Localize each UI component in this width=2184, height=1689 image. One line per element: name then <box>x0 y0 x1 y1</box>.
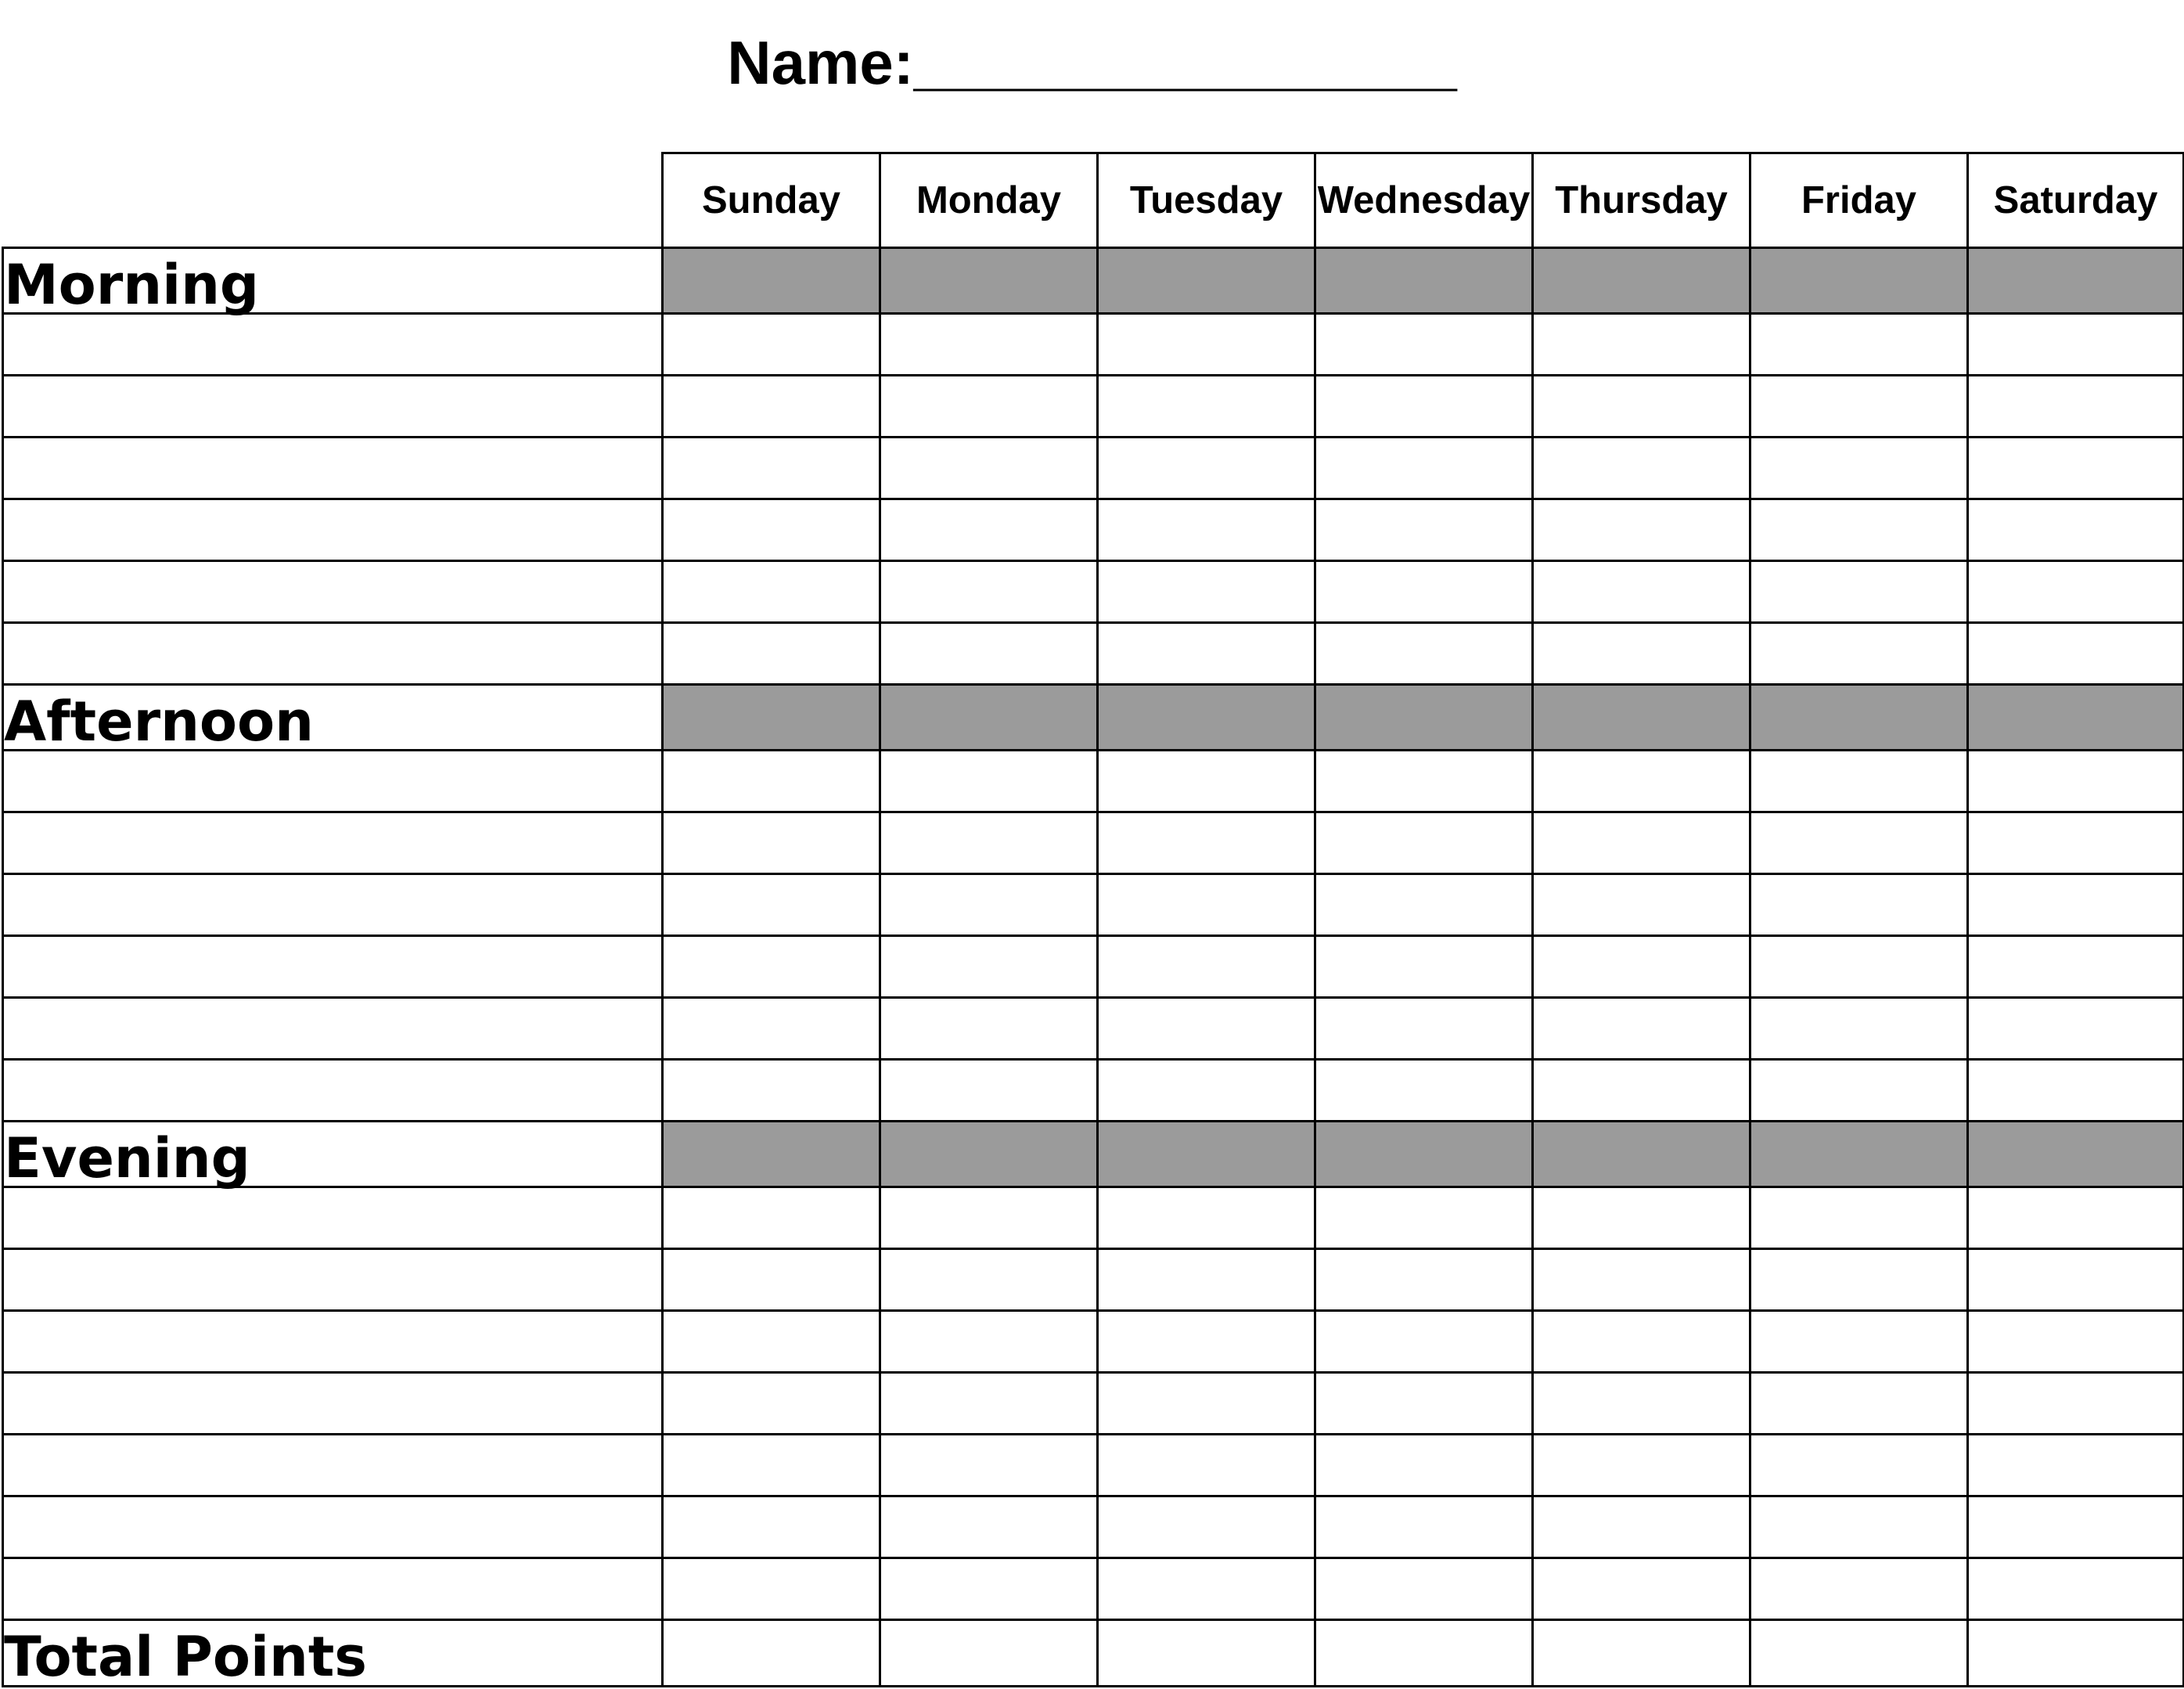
chore-check-cell[interactable] <box>1968 751 2184 812</box>
day-header-tuesday: Tuesday <box>1098 153 1315 248</box>
chore-row <box>3 812 2184 874</box>
chore-row <box>3 314 2184 376</box>
chore-check-cell[interactable] <box>1098 376 1315 438</box>
section-label: Afternoon <box>3 685 663 751</box>
chore-check-cell[interactable] <box>1533 1558 1750 1620</box>
chore-check-cell[interactable] <box>1968 936 2184 998</box>
section-shade-cell <box>663 248 880 314</box>
section-shade-cell <box>1533 248 1750 314</box>
total-points-cell[interactable] <box>1098 1620 1315 1687</box>
day-header-saturday: Saturday <box>1968 153 2184 248</box>
chore-check-cell[interactable] <box>663 314 880 376</box>
chore-check-cell[interactable] <box>1968 1249 2184 1311</box>
chore-chart-table <box>2 152 2184 1687</box>
chore-check-cell[interactable] <box>1533 314 1750 376</box>
chore-check-cell[interactable] <box>1750 1496 1968 1558</box>
section-shade-cell <box>1533 685 1750 751</box>
chore-check-cell[interactable] <box>1750 998 1968 1060</box>
chore-check-cell[interactable] <box>1315 623 1533 685</box>
chore-name-cell[interactable] <box>3 1187 663 1249</box>
section-shade-cell <box>1968 248 2184 314</box>
chore-check-cell[interactable] <box>1098 1496 1315 1558</box>
chore-row <box>3 998 2184 1060</box>
section-header-row <box>3 685 2184 751</box>
chore-check-cell[interactable] <box>1968 874 2184 936</box>
chore-check-cell[interactable] <box>1750 751 1968 812</box>
chore-row <box>3 1060 2184 1122</box>
section-shade-cell <box>880 248 1098 314</box>
chore-name-cell[interactable] <box>3 1373 663 1435</box>
section-shade-cell <box>1098 248 1315 314</box>
chore-check-cell[interactable] <box>1750 376 1968 438</box>
chore-check-cell[interactable] <box>1315 1249 1533 1311</box>
chore-check-cell[interactable] <box>1315 499 1533 561</box>
chore-check-cell[interactable] <box>1315 812 1533 874</box>
chore-check-cell[interactable] <box>663 1496 880 1558</box>
chore-check-cell[interactable] <box>1968 561 2184 623</box>
chore-row <box>3 751 2184 812</box>
total-points-cell[interactable] <box>1750 1620 1968 1687</box>
chore-check-cell[interactable] <box>1968 1435 2184 1496</box>
chore-check-cell[interactable] <box>663 376 880 438</box>
chore-check-cell[interactable] <box>880 1187 1098 1249</box>
chore-check-cell[interactable] <box>1315 1311 1533 1373</box>
chore-check-cell[interactable] <box>663 1435 880 1496</box>
chore-check-cell[interactable] <box>880 1558 1098 1620</box>
chore-check-cell[interactable] <box>1968 1187 2184 1249</box>
total-points-row <box>3 1620 2184 1687</box>
chore-check-cell[interactable] <box>1968 1373 2184 1435</box>
total-points-cell[interactable] <box>1533 1620 1750 1687</box>
chore-check-cell[interactable] <box>663 812 880 874</box>
chore-check-cell[interactable] <box>1315 1060 1533 1122</box>
chore-check-cell[interactable] <box>1315 561 1533 623</box>
chore-check-cell[interactable] <box>663 936 880 998</box>
chore-check-cell[interactable] <box>1750 314 1968 376</box>
chore-check-cell[interactable] <box>663 438 880 499</box>
chore-check-cell[interactable] <box>663 1249 880 1311</box>
chore-check-cell[interactable] <box>1968 998 2184 1060</box>
chore-check-cell[interactable] <box>1750 1187 1968 1249</box>
chore-name-cell[interactable] <box>3 1496 663 1558</box>
chore-check-cell[interactable] <box>1533 1187 1750 1249</box>
chore-check-cell[interactable] <box>1750 1060 1968 1122</box>
chore-name-cell[interactable] <box>3 1249 663 1311</box>
chore-check-cell[interactable] <box>663 499 880 561</box>
chore-row <box>3 438 2184 499</box>
section-shade-cell <box>1750 1122 1968 1187</box>
chore-check-cell[interactable] <box>880 314 1098 376</box>
total-points-cell[interactable] <box>1968 1620 2184 1687</box>
chore-row <box>3 499 2184 561</box>
chore-row <box>3 623 2184 685</box>
section-shade-cell <box>1968 685 2184 751</box>
day-header-monday: Monday <box>880 153 1098 248</box>
chore-check-cell[interactable] <box>1750 1311 1968 1373</box>
section-shade-cell <box>880 1122 1098 1187</box>
chore-check-cell[interactable] <box>1533 561 1750 623</box>
chore-check-cell[interactable] <box>1315 1496 1533 1558</box>
chore-check-cell[interactable] <box>880 561 1098 623</box>
chore-check-cell[interactable] <box>1315 1435 1533 1496</box>
chore-check-cell[interactable] <box>663 998 880 1060</box>
chore-check-cell[interactable] <box>880 438 1098 499</box>
chore-check-cell[interactable] <box>663 751 880 812</box>
chore-check-cell[interactable] <box>880 1373 1098 1435</box>
chore-name-cell[interactable] <box>3 751 663 812</box>
section-label: Morning <box>3 248 663 314</box>
chore-name-cell[interactable] <box>3 314 663 376</box>
section-shade-cell <box>1750 685 1968 751</box>
chore-name-cell[interactable] <box>3 376 663 438</box>
chore-name-cell[interactable] <box>3 561 663 623</box>
chore-check-cell[interactable] <box>880 1249 1098 1311</box>
chore-name-cell[interactable] <box>3 499 663 561</box>
chore-check-cell[interactable] <box>663 623 880 685</box>
section-shade-cell <box>1315 248 1533 314</box>
chore-check-cell[interactable] <box>880 751 1098 812</box>
chore-check-cell[interactable] <box>1750 936 1968 998</box>
chore-check-cell[interactable] <box>1098 1249 1315 1311</box>
chore-name-cell[interactable] <box>3 874 663 936</box>
chore-check-cell[interactable] <box>880 998 1098 1060</box>
chore-check-cell[interactable] <box>1533 499 1750 561</box>
chore-check-cell[interactable] <box>1098 936 1315 998</box>
chore-check-cell[interactable] <box>1968 499 2184 561</box>
chore-check-cell[interactable] <box>880 376 1098 438</box>
chore-check-cell[interactable] <box>880 1060 1098 1122</box>
chore-check-cell[interactable] <box>1533 1311 1750 1373</box>
chore-check-cell[interactable] <box>1750 1558 1968 1620</box>
chore-check-cell[interactable] <box>1968 376 2184 438</box>
section-shade-cell <box>1968 1122 2184 1187</box>
chore-check-cell[interactable] <box>1750 1249 1968 1311</box>
day-header-sunday: Sunday <box>663 153 880 248</box>
chore-check-cell[interactable] <box>880 1496 1098 1558</box>
chore-check-cell[interactable] <box>880 936 1098 998</box>
chore-check-cell[interactable] <box>1315 998 1533 1060</box>
chore-check-cell[interactable] <box>1098 1373 1315 1435</box>
section-shade-cell <box>663 685 880 751</box>
section-header-row <box>3 248 2184 314</box>
chore-check-cell[interactable] <box>1533 1060 1750 1122</box>
chore-row <box>3 1435 2184 1496</box>
chore-name-cell[interactable] <box>3 438 663 499</box>
section-shade-cell <box>880 685 1098 751</box>
chore-check-cell[interactable] <box>1315 1187 1533 1249</box>
chore-check-cell[interactable] <box>1098 1558 1315 1620</box>
chore-name-cell[interactable] <box>3 1311 663 1373</box>
chore-check-cell[interactable] <box>1968 812 2184 874</box>
chore-check-cell[interactable] <box>1533 438 1750 499</box>
chore-name-cell[interactable] <box>3 936 663 998</box>
corner-blank <box>3 153 663 248</box>
chore-check-cell[interactable] <box>1098 874 1315 936</box>
chore-row <box>3 874 2184 936</box>
chore-check-cell[interactable] <box>1098 1060 1315 1122</box>
chore-check-cell[interactable] <box>1968 1060 2184 1122</box>
section-shade-cell <box>1315 1122 1533 1187</box>
chore-check-cell[interactable] <box>1533 751 1750 812</box>
chore-check-cell[interactable] <box>1315 314 1533 376</box>
chore-check-cell[interactable] <box>663 561 880 623</box>
chore-check-cell[interactable] <box>1533 1496 1750 1558</box>
total-points-cell[interactable] <box>1315 1620 1533 1687</box>
chore-check-cell[interactable] <box>663 1060 880 1122</box>
chore-row <box>3 1373 2184 1435</box>
chart-body <box>3 248 2184 1687</box>
name-field-label: Name:________________ <box>727 28 1457 97</box>
chore-check-cell[interactable] <box>1315 1373 1533 1435</box>
chore-row <box>3 1187 2184 1249</box>
chore-name-cell[interactable] <box>3 1558 663 1620</box>
section-label: Evening <box>3 1122 663 1187</box>
chore-check-cell[interactable] <box>1750 874 1968 936</box>
chore-row <box>3 561 2184 623</box>
chore-check-cell[interactable] <box>1315 376 1533 438</box>
chore-row <box>3 1496 2184 1558</box>
chore-check-cell[interactable] <box>663 1187 880 1249</box>
chore-row <box>3 936 2184 998</box>
section-shade-cell <box>1098 685 1315 751</box>
chore-check-cell[interactable] <box>1750 438 1968 499</box>
chore-check-cell[interactable] <box>1968 623 2184 685</box>
section-header-row <box>3 1122 2184 1187</box>
chore-check-cell[interactable] <box>880 812 1098 874</box>
section-shade-cell <box>663 1122 880 1187</box>
section-shade-cell <box>1098 1122 1315 1187</box>
chore-check-cell[interactable] <box>880 874 1098 936</box>
chore-name-cell[interactable] <box>3 623 663 685</box>
chore-check-cell[interactable] <box>1533 812 1750 874</box>
chore-check-cell[interactable] <box>663 874 880 936</box>
chore-check-cell[interactable] <box>1968 1496 2184 1558</box>
chore-row <box>3 1311 2184 1373</box>
chore-check-cell[interactable] <box>1968 1558 2184 1620</box>
chore-check-cell[interactable] <box>1533 1373 1750 1435</box>
chore-check-cell[interactable] <box>1098 751 1315 812</box>
chore-check-cell[interactable] <box>1098 998 1315 1060</box>
chore-check-cell[interactable] <box>1750 499 1968 561</box>
chore-name-cell[interactable] <box>3 998 663 1060</box>
chore-check-cell[interactable] <box>1098 314 1315 376</box>
chore-check-cell[interactable] <box>1315 1558 1533 1620</box>
chore-check-cell[interactable] <box>663 1558 880 1620</box>
chore-row <box>3 376 2184 438</box>
chore-check-cell[interactable] <box>880 623 1098 685</box>
chore-check-cell[interactable] <box>880 1435 1098 1496</box>
chore-check-cell[interactable] <box>880 499 1098 561</box>
chore-check-cell[interactable] <box>1315 438 1533 499</box>
chore-check-cell[interactable] <box>1968 1311 2184 1373</box>
chore-check-cell[interactable] <box>663 1373 880 1435</box>
chore-check-cell[interactable] <box>1968 314 2184 376</box>
section-shade-cell <box>1533 1122 1750 1187</box>
total-points-cell[interactable] <box>663 1620 880 1687</box>
chore-check-cell[interactable] <box>1968 438 2184 499</box>
chore-check-cell[interactable] <box>1750 623 1968 685</box>
chore-check-cell[interactable] <box>1750 561 1968 623</box>
chore-check-cell[interactable] <box>1098 499 1315 561</box>
chore-check-cell[interactable] <box>880 1311 1098 1373</box>
chore-check-cell[interactable] <box>1098 1187 1315 1249</box>
chore-check-cell[interactable] <box>1098 438 1315 499</box>
section-shade-cell <box>1750 248 1968 314</box>
section-shade-cell <box>1315 685 1533 751</box>
chore-check-cell[interactable] <box>1315 874 1533 936</box>
total-points-cell[interactable] <box>880 1620 1098 1687</box>
chore-check-cell[interactable] <box>1533 1249 1750 1311</box>
chore-check-cell[interactable] <box>1750 1435 1968 1496</box>
day-header-thursday: Thursday <box>1533 153 1750 248</box>
chore-check-cell[interactable] <box>1098 812 1315 874</box>
chore-row <box>3 1249 2184 1311</box>
chore-check-cell[interactable] <box>1098 1435 1315 1496</box>
chore-check-cell[interactable] <box>1533 936 1750 998</box>
chore-check-cell[interactable] <box>663 1311 880 1373</box>
day-header-wednesday: Wednesday <box>1315 153 1533 248</box>
chore-check-cell[interactable] <box>1098 623 1315 685</box>
chore-check-cell[interactable] <box>1533 874 1750 936</box>
day-header-friday: Friday <box>1750 153 1968 248</box>
chore-check-cell[interactable] <box>1750 812 1968 874</box>
chore-name-cell[interactable] <box>3 1060 663 1122</box>
total-points-label: Total Points <box>3 1620 663 1687</box>
chore-check-cell[interactable] <box>1098 561 1315 623</box>
chore-check-cell[interactable] <box>1533 376 1750 438</box>
chore-check-cell[interactable] <box>1750 1373 1968 1435</box>
chore-check-cell[interactable] <box>1533 623 1750 685</box>
chore-check-cell[interactable] <box>1315 751 1533 812</box>
chore-check-cell[interactable] <box>1533 998 1750 1060</box>
chore-check-cell[interactable] <box>1315 936 1533 998</box>
chore-check-cell[interactable] <box>1098 1311 1315 1373</box>
chore-row <box>3 1558 2184 1620</box>
chore-name-cell[interactable] <box>3 1435 663 1496</box>
chore-name-cell[interactable] <box>3 812 663 874</box>
chore-check-cell[interactable] <box>1533 1435 1750 1496</box>
day-header-row <box>3 153 2184 248</box>
